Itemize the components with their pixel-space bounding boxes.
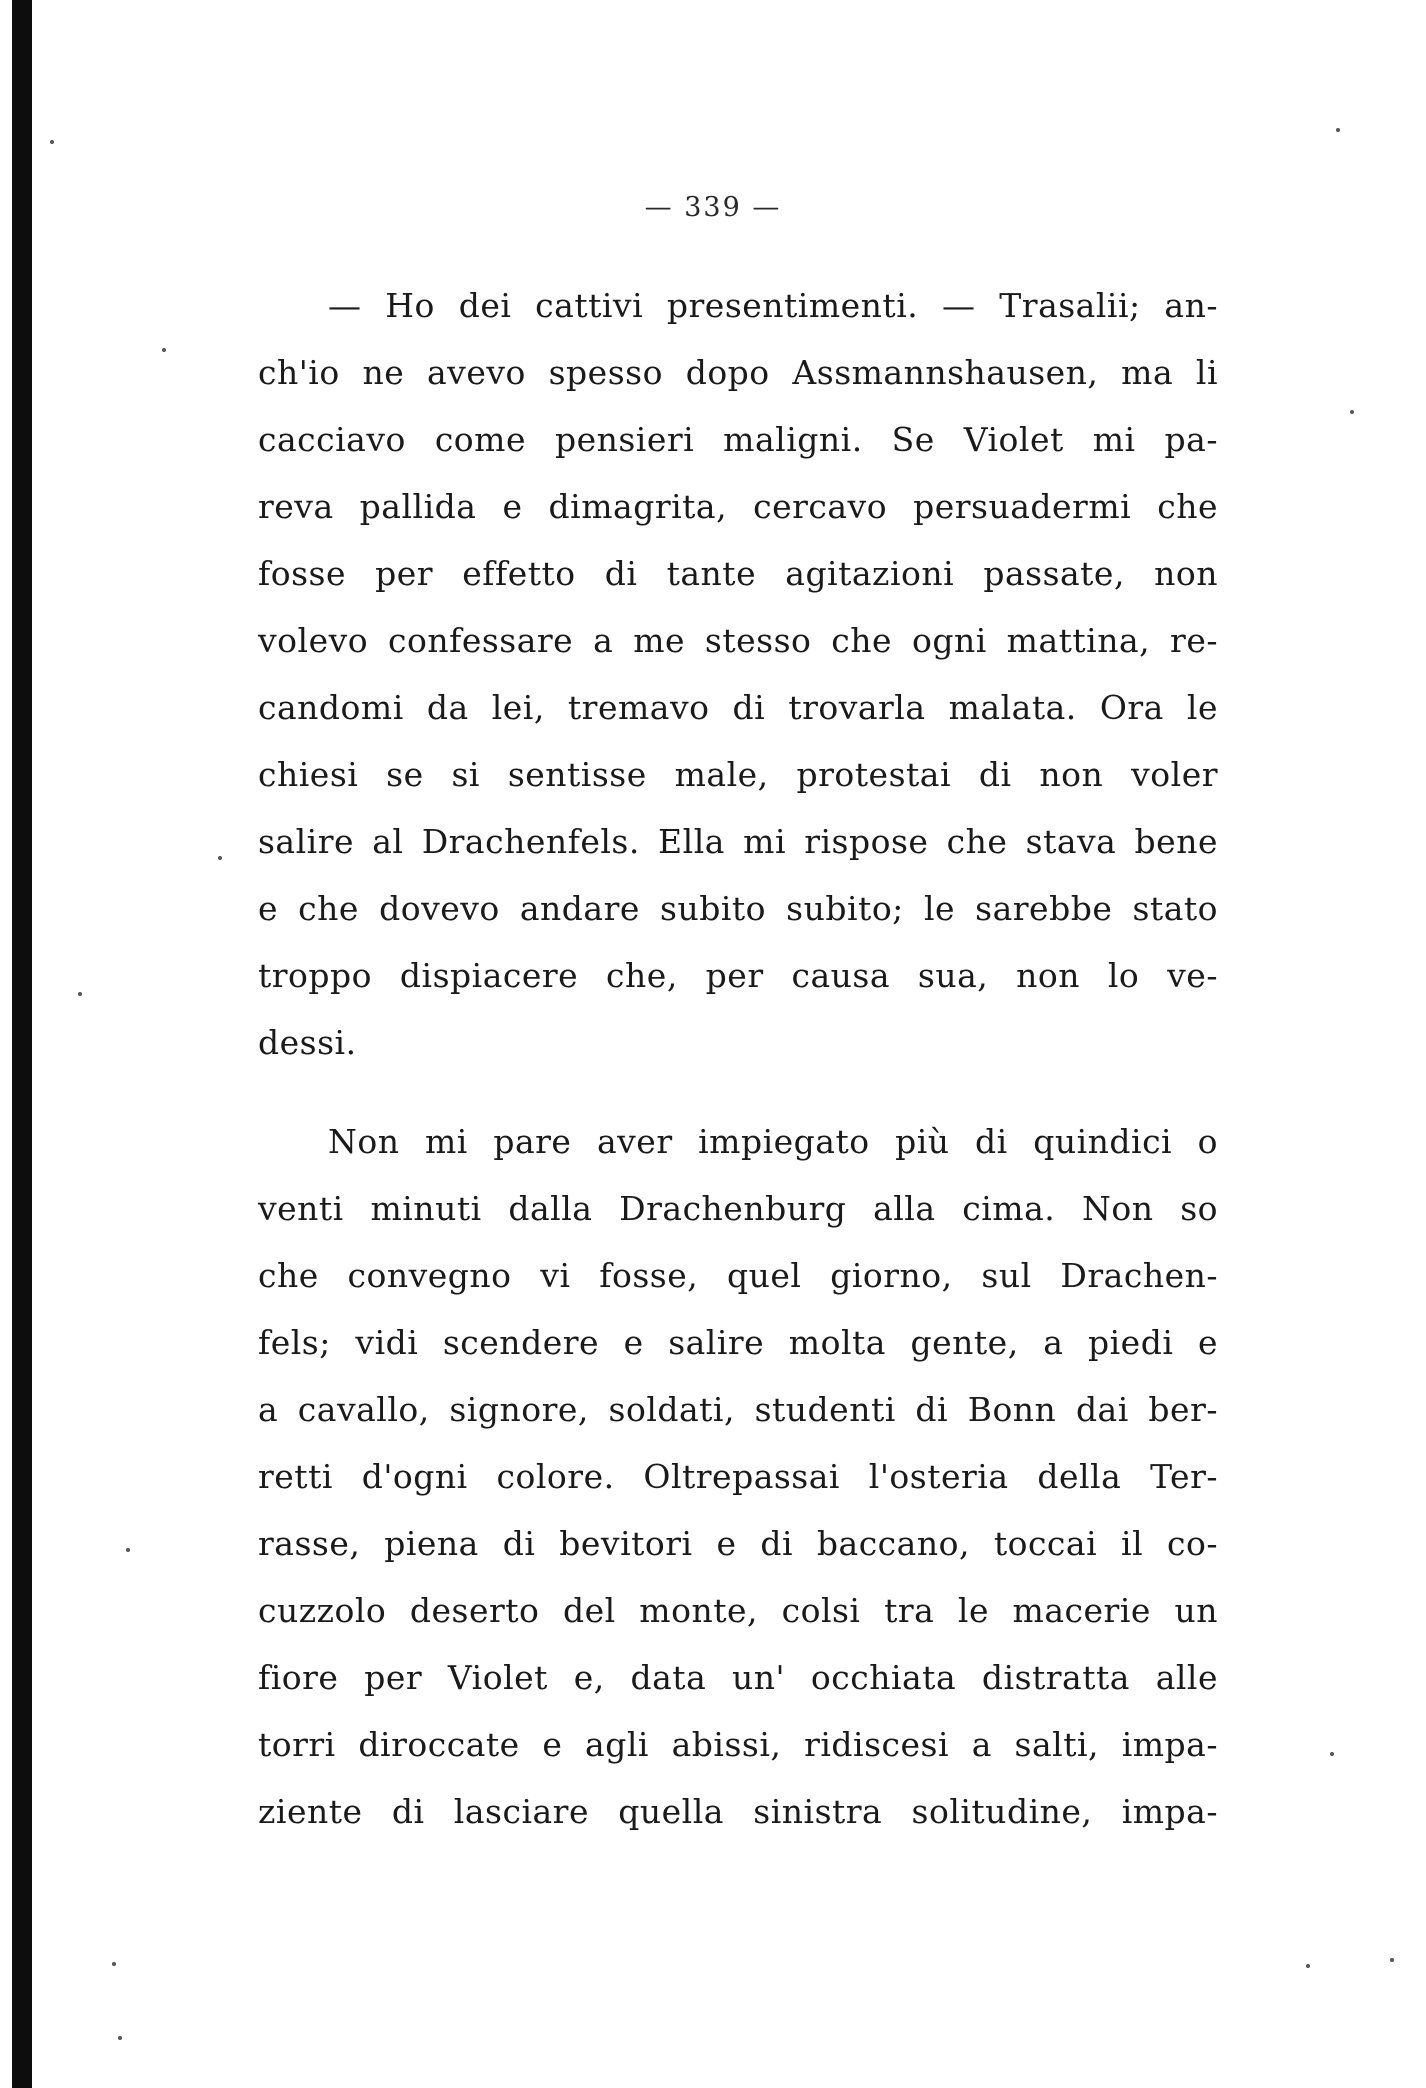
paragraph-2 bbox=[258, 1108, 1218, 1845]
text-line: salire al Drachenfels. Ella mi rispose che stava bene bbox=[258, 822, 1218, 861]
text-line: che convegno vi fosse, quel giorno, sul Drachen- bbox=[258, 1256, 1218, 1295]
text-line: fels; vidi scendere e salire molta gente, a piedi e bbox=[258, 1323, 1218, 1362]
text-line: fiore per Violet e, data un' occhiata distratta alle bbox=[258, 1658, 1218, 1697]
body-text bbox=[258, 272, 1218, 1845]
text-line: fosse per effetto di tante agitazioni passate, non bbox=[258, 554, 1218, 593]
text-line: ziente di lasciare quella sinistra solitudine, impa- bbox=[258, 1792, 1218, 1831]
text-line: a cavallo, signore, soldati, studenti di Bonn dai ber- bbox=[258, 1390, 1218, 1429]
text-line: reva pallida e dimagrita, cercavo persuadermi che bbox=[258, 487, 1218, 526]
page-edge-shadow bbox=[12, 0, 32, 2088]
text-line: volevo confessare a me stesso che ogni mattina, re- bbox=[258, 621, 1218, 660]
text-line: dessi. bbox=[258, 1023, 357, 1062]
text-line: venti minuti dalla Drachenburg alla cima. Non so bbox=[258, 1189, 1218, 1228]
text-line: torri diroccate e agli abissi, ridiscesi a salti, impa- bbox=[258, 1725, 1218, 1764]
text-line: cuzzolo deserto del monte, colsi tra le macerie un bbox=[258, 1591, 1218, 1630]
scan-speck bbox=[126, 1548, 130, 1552]
scan-speck bbox=[1330, 1752, 1334, 1756]
scan-speck bbox=[118, 2036, 122, 2040]
text-line: candomi da lei, tremavo di trovarla malata. Ora le bbox=[258, 688, 1218, 727]
scan-speck bbox=[218, 856, 222, 860]
text-line: rasse, piena di bevitori e di baccano, toccai il co- bbox=[258, 1524, 1218, 1563]
text-line: cacciavo come pensieri maligni. Se Violet mi pa- bbox=[258, 420, 1218, 459]
page-number: — 339 — bbox=[644, 192, 782, 223]
paragraph-spacer bbox=[258, 1076, 1218, 1108]
scan-speck bbox=[1306, 1964, 1310, 1968]
paragraph-1 bbox=[258, 272, 1218, 1076]
text-line: Non mi pare aver impiegato più di quindici o bbox=[328, 1122, 1218, 1161]
scan-speck bbox=[1390, 1958, 1394, 1962]
text-line: troppo dispiacere che, per causa sua, non lo ve- bbox=[258, 956, 1218, 995]
scan-speck bbox=[162, 348, 166, 352]
text-line: ch'io ne avevo spesso dopo Assmannshausen, ma li bbox=[258, 353, 1218, 392]
text-line: retti d'ogni colore. Oltrepassai l'osteria della Ter- bbox=[258, 1457, 1218, 1496]
text-line: — Ho dei cattivi presentimenti. — Trasalii; an- bbox=[328, 286, 1218, 325]
scan-speck bbox=[1350, 410, 1354, 414]
text-line: e che dovevo andare subito subito; le sarebbe stato bbox=[258, 889, 1218, 928]
text-line: chiesi se si sentisse male, protestai di non voler bbox=[258, 755, 1218, 794]
scan-speck bbox=[78, 992, 82, 996]
scan-speck bbox=[50, 140, 54, 144]
scan-speck bbox=[112, 1962, 116, 1966]
scan-speck bbox=[1336, 128, 1340, 132]
